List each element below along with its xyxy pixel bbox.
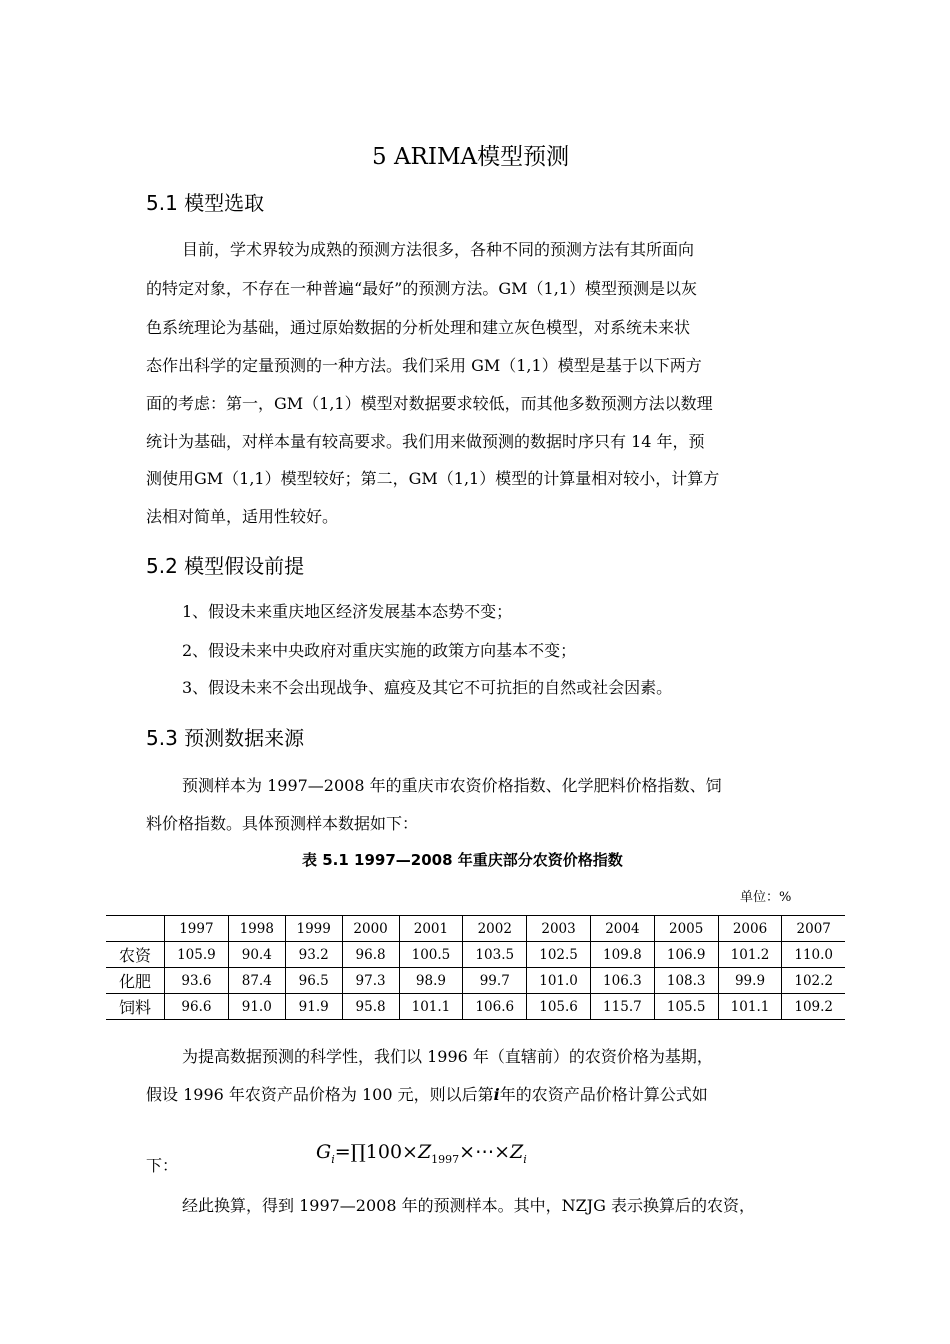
after-line-1: 为提高数据预测的科学性，我们以 1996 年（直辖前）的农资价格为基期， bbox=[182, 1047, 713, 1066]
table-cell: 110.0 bbox=[782, 942, 845, 968]
after-line-2-text-end: 年的农资产品价格计算公式如 bbox=[499, 1085, 708, 1104]
header-cell: 1998 bbox=[228, 916, 285, 942]
formula-body: 100× bbox=[365, 1141, 418, 1163]
row-label: 化肥 bbox=[118, 972, 151, 991]
table-cell: 109.8 bbox=[590, 942, 654, 968]
formula-product: =∏ bbox=[334, 1141, 366, 1163]
formula-lhs: G bbox=[316, 1141, 332, 1163]
header-cell: 2003 bbox=[527, 916, 591, 942]
table-row bbox=[106, 942, 845, 968]
assumption-item-1: 1、假设未来重庆地区经济发展基本态势不变； bbox=[182, 602, 513, 621]
formula-lhs-sub: i bbox=[331, 1152, 335, 1166]
page-heading: 5 ARIMA模型预测 bbox=[372, 144, 570, 170]
header-cell: 1997 bbox=[165, 916, 229, 942]
s3-line-2: 料价格指数。具体预测样本数据如下： bbox=[146, 814, 419, 833]
assumption-item-2: 2、假设未来中央政府对重庆实施的政策方向基本不变； bbox=[182, 641, 577, 660]
header-cell: 1999 bbox=[285, 916, 342, 942]
table-unit: 单位：% bbox=[740, 890, 792, 905]
table-cell: 99.9 bbox=[718, 968, 782, 994]
table-cell: 105.9 bbox=[165, 942, 229, 968]
table-cell: 96.5 bbox=[285, 968, 342, 994]
table-caption: 表 5.1 1997—2008 年重庆部分农资价格指数 bbox=[302, 851, 623, 869]
table-cell: 106.3 bbox=[590, 968, 654, 994]
table-cell: 108.3 bbox=[654, 968, 718, 994]
header-cell: 2000 bbox=[342, 916, 399, 942]
header-cell: 2006 bbox=[718, 916, 782, 942]
after-line-2 bbox=[146, 1085, 708, 1105]
table-cell: 93.6 bbox=[165, 968, 229, 994]
index-variable: i bbox=[493, 1085, 500, 1104]
formula-z2: Z bbox=[510, 1141, 524, 1163]
table-cell: 100.5 bbox=[399, 942, 463, 968]
s1-line-7: 测使用GM（1,1）模型较好；第二，GM（1,1）模型的计算量相对较小，计算方 bbox=[146, 469, 720, 488]
header-cell: 2004 bbox=[590, 916, 654, 942]
table-cell: 90.4 bbox=[228, 942, 285, 968]
table-cell: 91.0 bbox=[228, 994, 285, 1020]
table-cell: 101.1 bbox=[718, 994, 782, 1020]
s1-line-1: 目前，学术界较为成熟的预测方法很多，各种不同的预测方法有其所面向 bbox=[182, 240, 695, 259]
s1-line-5: 面的考虑：第一，GM（1,1）模型对数据要求较低，而其他多数预测方法以数理 bbox=[146, 394, 713, 413]
header-cell: 2007 bbox=[782, 916, 845, 942]
after-line-4: 经此换算，得到 1997—2008 年的预测样本。其中，NZJG 表示换算后的农资， bbox=[182, 1196, 756, 1215]
s1-line-8: 法相对简单，适用性较好。 bbox=[146, 507, 339, 526]
table-cell: 95.8 bbox=[342, 994, 399, 1020]
price-formula bbox=[316, 1141, 527, 1166]
section-title-5-2: 5.2 模型假设前提 bbox=[146, 554, 305, 578]
section-title-5-3: 5.3 预测数据来源 bbox=[146, 726, 305, 750]
table-row bbox=[106, 994, 845, 1020]
s1-line-6: 统计为基础，对样本量有较高要求。我们用来做预测的数据时序只有 14 年，预 bbox=[146, 432, 705, 451]
header-cell: 2001 bbox=[399, 916, 463, 942]
s3-line-1: 预测样本为 1997—2008 年的重庆市农资价格指数、化学肥料价格指数、饲 bbox=[182, 776, 722, 795]
table-cell: 105.6 bbox=[527, 994, 591, 1020]
table-cell: 101.0 bbox=[527, 968, 591, 994]
s1-line-2: 的特定对象，不存在一种普遍“最好”的预测方法。GM（1,1）模型预测是以灰 bbox=[146, 279, 697, 298]
table-cell: 102.2 bbox=[782, 968, 845, 994]
table-cell: 103.5 bbox=[463, 942, 527, 968]
table-cell: 93.2 bbox=[285, 942, 342, 968]
section-title-5-1: 5.1 模型选取 bbox=[146, 191, 265, 215]
row-label: 农资 bbox=[118, 946, 151, 965]
table-cell: 102.5 bbox=[527, 942, 591, 968]
table-cell: 96.6 bbox=[165, 994, 229, 1020]
header-cell: 2005 bbox=[654, 916, 718, 942]
table-cell: 106.9 bbox=[654, 942, 718, 968]
table-cell: 96.8 bbox=[342, 942, 399, 968]
table-cell: 98.9 bbox=[399, 968, 463, 994]
formula-z1: Z bbox=[417, 1141, 432, 1163]
s1-line-3: 色系统理论为基础，通过原始数据的分析处理和建立灰色模型，对系统未来状 bbox=[146, 318, 691, 337]
header-cell bbox=[106, 916, 165, 942]
table-header-row bbox=[106, 916, 845, 942]
after-line-2-text: 假设 1996 年农资产品价格为 100 元，则以后第 bbox=[146, 1085, 494, 1104]
table-cell: 105.5 bbox=[654, 994, 718, 1020]
table-cell: 91.9 bbox=[285, 994, 342, 1020]
s1-line-4: 态作出科学的定量预测的一种方法。我们采用 GM（1,1）模型是基于以下两方 bbox=[146, 356, 702, 375]
table-cell: 101.1 bbox=[399, 994, 463, 1020]
table-cell: 87.4 bbox=[228, 968, 285, 994]
table-cell: 101.2 bbox=[718, 942, 782, 968]
table-cell: 99.7 bbox=[463, 968, 527, 994]
table-cell: 106.6 bbox=[463, 994, 527, 1020]
formula-z1-sub: 1997 bbox=[431, 1152, 460, 1166]
table-cell: 97.3 bbox=[342, 968, 399, 994]
table-row bbox=[106, 968, 845, 994]
after-line-3: 下： bbox=[146, 1156, 179, 1175]
price-index-table bbox=[106, 915, 845, 1020]
formula-mid: ×⋯× bbox=[459, 1141, 510, 1163]
table-cell: 109.2 bbox=[782, 994, 845, 1020]
assumption-item-3: 3、假设未来不会出现战争、瘟疫及其它不可抗拒的自然或社会因素。 bbox=[182, 678, 673, 697]
formula-z2-sub: i bbox=[523, 1152, 527, 1166]
row-label: 饲料 bbox=[118, 998, 151, 1017]
header-cell: 2002 bbox=[463, 916, 527, 942]
table-cell: 115.7 bbox=[590, 994, 654, 1020]
